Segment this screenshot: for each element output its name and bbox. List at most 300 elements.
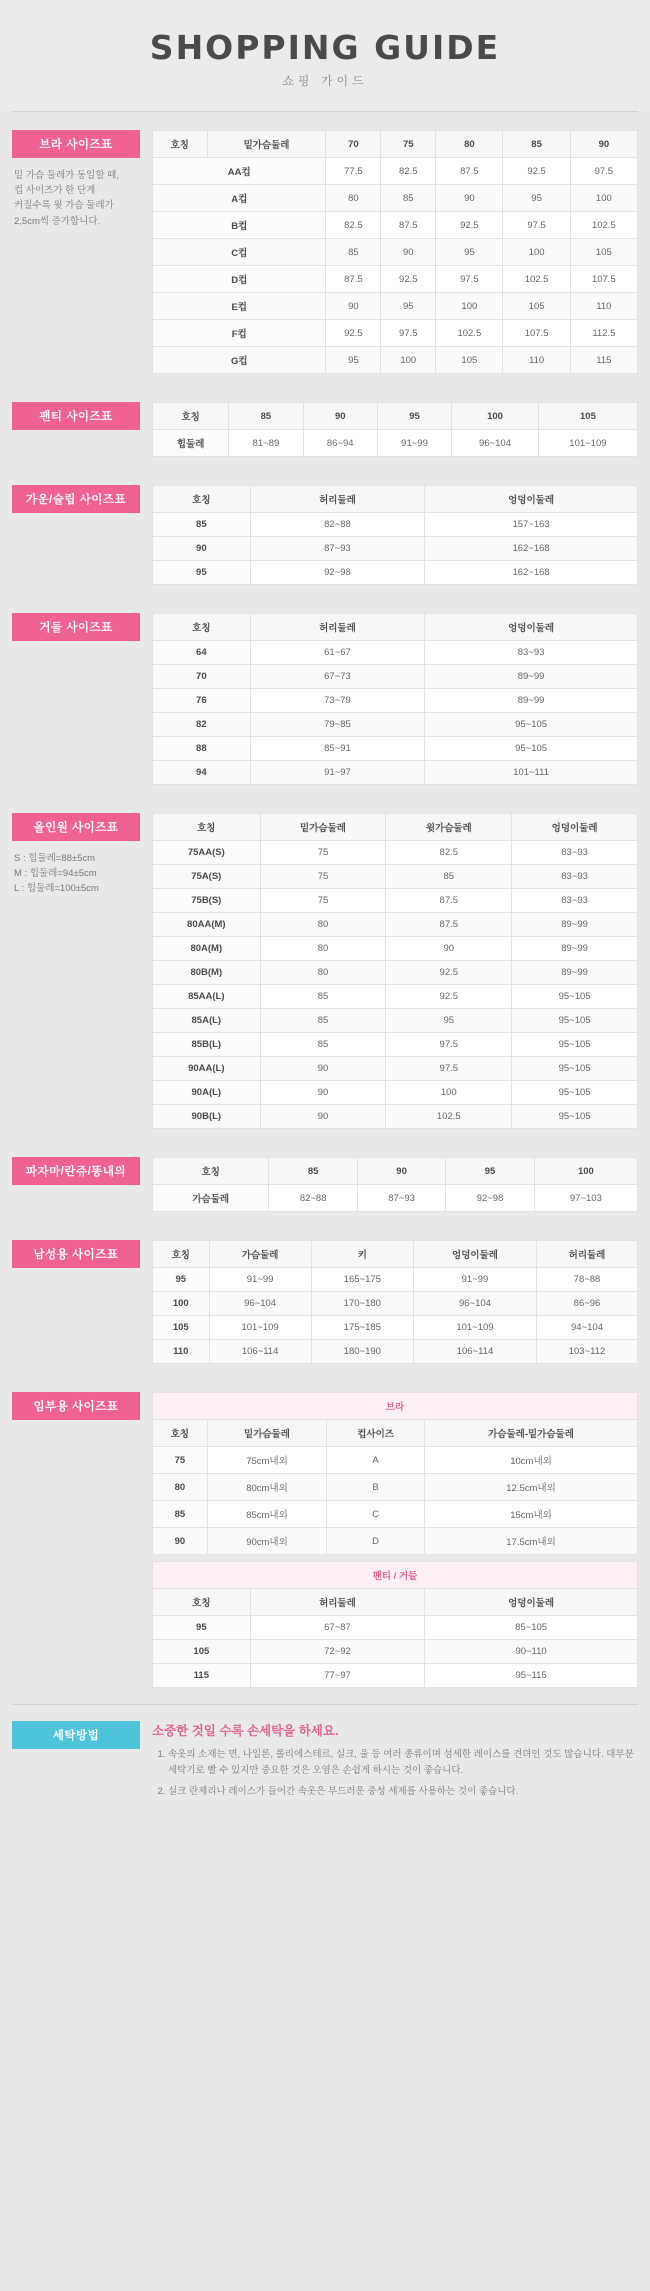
table-cell: 90 — [260, 1105, 386, 1129]
section-tag: 브라 사이즈표 — [12, 130, 140, 158]
column-header: 100 — [534, 1158, 637, 1185]
column-header: 95 — [446, 1158, 534, 1185]
table-row — [153, 1105, 638, 1129]
table-cell: 73~79 — [250, 689, 424, 713]
table-row — [153, 1616, 638, 1640]
table-row — [153, 320, 638, 347]
row-header-cell: 80 — [153, 1474, 208, 1501]
table-row — [153, 293, 638, 320]
section-right-column — [152, 130, 638, 374]
table-cell: 97.5 — [386, 1033, 512, 1057]
table-row — [153, 430, 638, 457]
table-cell: 90cm내외 — [207, 1528, 326, 1555]
table-row — [153, 1033, 638, 1057]
column-header: 105 — [538, 403, 637, 430]
table-cell: B — [327, 1474, 425, 1501]
table-cell: 83~93 — [512, 889, 638, 913]
section-right-column — [152, 813, 638, 1129]
section-2 — [0, 467, 650, 595]
table-cell: 92.5 — [436, 212, 503, 239]
column-header: 호칭 — [153, 131, 208, 158]
table-cell: 95 — [381, 293, 436, 320]
table-body — [153, 1185, 638, 1212]
row-header-cell: 88 — [153, 737, 251, 761]
table-cell: 87.5 — [381, 212, 436, 239]
table-cell: 100 — [570, 185, 637, 212]
row-header-cell: 75B(S) — [153, 889, 261, 913]
table-cell: 92~98 — [250, 561, 424, 585]
table-cell: 10cm내외 — [425, 1447, 638, 1474]
table-cell: 106~114 — [209, 1340, 311, 1364]
table-cell: 110 — [570, 293, 637, 320]
section-tag: 남성용 사이즈표 — [12, 1240, 140, 1268]
column-header: 컵사이즈 — [327, 1420, 425, 1447]
column-header: 가슴둘레-밑가슴둘레 — [425, 1420, 638, 1447]
table-cell: 83~93 — [425, 641, 638, 665]
row-header-cell: 70 — [153, 665, 251, 689]
table-row — [153, 841, 638, 865]
table-header-row — [153, 403, 638, 430]
page-subtitle: 쇼핑 가이드 — [282, 74, 368, 88]
table-cell: 95~105 — [512, 1009, 638, 1033]
table-cell: C — [327, 1501, 425, 1528]
table-cell: 105 — [436, 347, 503, 374]
column-header: 호칭 — [153, 814, 261, 841]
column-header: 가슴둘레 — [209, 1241, 311, 1268]
table-cell: 80 — [260, 961, 386, 985]
page-header — [0, 0, 650, 111]
table-cell: 87~93 — [250, 537, 424, 561]
table-cell: 80 — [326, 185, 381, 212]
row-header-cell: 90A(L) — [153, 1081, 261, 1105]
column-header: 엉덩이둘레 — [512, 814, 638, 841]
row-header-cell: 105 — [153, 1640, 251, 1664]
section-left-column — [12, 1240, 152, 1268]
section-3 — [0, 595, 650, 795]
table-row — [153, 689, 638, 713]
row-header-cell: 115 — [153, 1664, 251, 1688]
row-header-cell: 85B(L) — [153, 1033, 261, 1057]
table-cell: 107.5 — [570, 266, 637, 293]
table-cell: 95~105 — [512, 985, 638, 1009]
table-cell: 102.5 — [386, 1105, 512, 1129]
section-left-column — [12, 485, 152, 513]
table-body — [153, 641, 638, 785]
table-header-row — [153, 614, 638, 641]
row-header-cell: 90B(L) — [153, 1105, 261, 1129]
size-table — [152, 1240, 638, 1364]
maternity-panty-table — [152, 1561, 638, 1688]
column-header: 밑가슴둘레 — [260, 814, 386, 841]
table-cell: 101~109 — [413, 1316, 536, 1340]
table-row — [153, 1316, 638, 1340]
row-header-cell: 100 — [153, 1292, 210, 1316]
section-1 — [0, 384, 650, 467]
size-table — [152, 402, 638, 457]
table-cell: 17.5cm내외 — [425, 1528, 638, 1555]
section-5 — [0, 1139, 650, 1222]
table-cell: 15cm내외 — [425, 1501, 638, 1528]
table-cell: 95 — [436, 239, 503, 266]
table-row — [153, 239, 638, 266]
row-header-cell: 80AA(M) — [153, 913, 261, 937]
section-tag: 팬티 사이즈표 — [12, 402, 140, 430]
column-header: 호칭 — [153, 614, 251, 641]
table-cell: 90 — [436, 185, 503, 212]
row-header-cell: 90 — [153, 1528, 208, 1555]
table-cell: 95~105 — [425, 713, 638, 737]
table-cell: 101~109 — [209, 1316, 311, 1340]
table-row — [153, 737, 638, 761]
table-cell: 95~105 — [512, 1057, 638, 1081]
section-tag: 파자마/란쥬/똥내의 — [12, 1157, 140, 1185]
section-right-column — [152, 1240, 638, 1364]
table-row — [153, 913, 638, 937]
table-cell: 85 — [381, 185, 436, 212]
section-left-column — [12, 813, 152, 897]
wash-left-column — [12, 1721, 152, 1749]
table-cell: 89~99 — [512, 937, 638, 961]
section-left-column — [12, 1157, 152, 1185]
table-cell: 75 — [260, 889, 386, 913]
maternity-tag: 임부용 사이즈표 — [12, 1392, 140, 1420]
table-row — [153, 1009, 638, 1033]
table-cell: 95~105 — [512, 1105, 638, 1129]
column-header: 90 — [570, 131, 637, 158]
table-row — [153, 1528, 638, 1555]
row-header-cell: 85A(L) — [153, 1009, 261, 1033]
table-row — [153, 1268, 638, 1292]
column-header: 호칭 — [153, 1241, 210, 1268]
column-header: 75 — [381, 131, 436, 158]
table-row — [153, 1057, 638, 1081]
row-header-cell: 82 — [153, 713, 251, 737]
section-right-column — [152, 402, 638, 457]
column-header: 엉덩이둘레 — [425, 614, 638, 641]
table-cell: 170~180 — [311, 1292, 413, 1316]
column-header: 90 — [357, 1158, 445, 1185]
column-header: 80 — [436, 131, 503, 158]
row-header-cell: 85 — [153, 1501, 208, 1528]
column-header: 호칭 — [153, 1420, 208, 1447]
table-cell: 101~111 — [425, 761, 638, 785]
table-cell: 61~67 — [250, 641, 424, 665]
table-header-row — [153, 1589, 638, 1616]
table-cell: 96~104 — [413, 1292, 536, 1316]
table-row — [153, 1340, 638, 1364]
size-table — [152, 1157, 638, 1212]
table-header-row — [153, 814, 638, 841]
table-cell: 67~73 — [250, 665, 424, 689]
table-cell: 162~168 — [425, 561, 638, 585]
table-cell: 91~99 — [377, 430, 451, 457]
table-row — [153, 158, 638, 185]
table-cell: 89~99 — [512, 961, 638, 985]
table-row — [153, 1501, 638, 1528]
table-cell: 75 — [260, 865, 386, 889]
row-header-cell: 85 — [153, 513, 251, 537]
table-row — [153, 961, 638, 985]
row-header-cell: 75A(S) — [153, 865, 261, 889]
row-header-cell: 가슴둘레 — [153, 1185, 269, 1212]
table-cell: 106~114 — [413, 1340, 536, 1364]
note-line: L : 힙둘레=100±5cm — [14, 883, 99, 895]
table-cell: 97.5 — [570, 158, 637, 185]
table-cell: 90 — [326, 293, 381, 320]
section-tag: 올인원 사이즈표 — [12, 813, 140, 841]
note-line: 커질수록 윗 가슴 둘레가 — [14, 200, 114, 212]
table-cell: 95~105 — [512, 1033, 638, 1057]
table-cell: 80 — [260, 937, 386, 961]
table-row — [153, 537, 638, 561]
table-caption-row — [153, 1562, 638, 1589]
section-note — [12, 851, 144, 897]
maternity-panty-body — [153, 1616, 638, 1688]
table-cell: 165~175 — [311, 1268, 413, 1292]
table-cell: 85 — [260, 1009, 386, 1033]
table-cell: 91~99 — [209, 1268, 311, 1292]
section-4 — [0, 795, 650, 1139]
table-cell: 90 — [260, 1081, 386, 1105]
table-cell: 162~168 — [425, 537, 638, 561]
table-cell: 94~104 — [537, 1316, 638, 1340]
table-cell: 82~88 — [269, 1185, 357, 1212]
row-header-cell: 75AA(S) — [153, 841, 261, 865]
section-tag: 가운/슬립 사이즈표 — [12, 485, 140, 513]
table-cell: 85~105 — [425, 1616, 638, 1640]
column-header: 70 — [326, 131, 381, 158]
column-header: 밑가슴둘레 — [207, 1420, 326, 1447]
column-header: 엉덩이둘레 — [425, 1589, 638, 1616]
table-cell: 77.5 — [326, 158, 381, 185]
column-header: 허리둘레 — [250, 486, 424, 513]
table-cell: 87.5 — [436, 158, 503, 185]
section-right-column — [152, 485, 638, 585]
column-header: 호칭 — [153, 486, 251, 513]
table-cell: 75cm내외 — [207, 1447, 326, 1474]
table-cell: 85 — [386, 865, 512, 889]
column-header: 85 — [229, 403, 303, 430]
row-header-cell: 105 — [153, 1316, 210, 1340]
column-header: 85 — [269, 1158, 357, 1185]
table-row — [153, 713, 638, 737]
wash-title: 소중한 것일 수록 손세탁을 하세요. — [152, 1724, 339, 1738]
column-header: 윗가슴둘레 — [386, 814, 512, 841]
note-line: 컵 사이즈가 한 단계 — [14, 185, 96, 197]
table-cell: 85~91 — [250, 737, 424, 761]
column-header: 호칭 — [153, 403, 229, 430]
table-cell: 103~112 — [537, 1340, 638, 1364]
table-header-row — [153, 1420, 638, 1447]
wash-tag: 세탁방법 — [12, 1721, 140, 1749]
table-cell: 72~92 — [250, 1640, 424, 1664]
table-cell: 80cm내외 — [207, 1474, 326, 1501]
table-cell: 86~94 — [303, 430, 377, 457]
section-tag: 거들 사이즈표 — [12, 613, 140, 641]
table-cell: 105 — [570, 239, 637, 266]
table-cell: 80 — [260, 913, 386, 937]
table-cell: 96~104 — [209, 1292, 311, 1316]
table-row — [153, 937, 638, 961]
table-cell: 100 — [386, 1081, 512, 1105]
column-header: 95 — [377, 403, 451, 430]
table-cell: 100 — [381, 347, 436, 374]
note-line: M : 힙둘레=94±5cm — [14, 868, 97, 880]
row-header-cell: 110 — [153, 1340, 210, 1364]
table-row — [153, 1640, 638, 1664]
section-right-column — [152, 613, 638, 785]
table-cell: 92~98 — [446, 1185, 534, 1212]
size-table — [152, 130, 638, 374]
wash-list-item: 2. 실크 란제리나 레이스가 들어간 속옷은 부드러운 중성 세제를 사용하는 것이 좋습니다. — [168, 1784, 638, 1800]
row-header-cell: E컵 — [153, 293, 326, 320]
table-cell: 85 — [260, 1033, 386, 1057]
table-cell: 79~85 — [250, 713, 424, 737]
table-row — [153, 347, 638, 374]
table-body — [153, 841, 638, 1129]
size-table — [152, 613, 638, 785]
note-line: S : 힙둘레=88±5cm — [14, 853, 96, 864]
table-cell: 87.5 — [326, 266, 381, 293]
row-header-cell: D컵 — [153, 266, 326, 293]
table-cell: 83~93 — [512, 865, 638, 889]
row-header-cell: 90 — [153, 537, 251, 561]
table-row — [153, 561, 638, 585]
table-cell: 86~96 — [537, 1292, 638, 1316]
table-row — [153, 266, 638, 293]
table-cell: 85cm내외 — [207, 1501, 326, 1528]
table-header-row — [153, 131, 638, 158]
wash-list — [152, 1747, 638, 1800]
section-wash — [0, 1705, 650, 1824]
table-row — [153, 1081, 638, 1105]
table-row — [153, 185, 638, 212]
table-cell: 97.5 — [503, 212, 570, 239]
table-cell: 97.5 — [386, 1057, 512, 1081]
table-cell: 102.5 — [436, 320, 503, 347]
table-row — [153, 865, 638, 889]
table-row — [153, 1474, 638, 1501]
table-row — [153, 761, 638, 785]
maternity-bra-body — [153, 1447, 638, 1555]
table-cell: 95~115 — [425, 1664, 638, 1688]
table-cell: 95~105 — [425, 737, 638, 761]
table-row — [153, 985, 638, 1009]
table-cell: 82.5 — [386, 841, 512, 865]
section-right-column — [152, 1157, 638, 1212]
table-cell: 107.5 — [503, 320, 570, 347]
table-cell: 12.5cm내외 — [425, 1474, 638, 1501]
table-cell: 97.5 — [381, 320, 436, 347]
column-header: 키 — [311, 1241, 413, 1268]
table-cell: 90 — [381, 239, 436, 266]
row-header-cell: 80A(M) — [153, 937, 261, 961]
row-header-cell: 힙둘레 — [153, 430, 229, 457]
table-cell: 110 — [503, 347, 570, 374]
section-left-column — [12, 613, 152, 641]
table-row — [153, 889, 638, 913]
table-caption-row — [153, 1393, 638, 1420]
table-cell: 95 — [326, 347, 381, 374]
table-row — [153, 1292, 638, 1316]
row-header-cell: 94 — [153, 761, 251, 785]
table-row — [153, 665, 638, 689]
section-left-column — [12, 402, 152, 430]
column-header: 허리둘레 — [537, 1241, 638, 1268]
row-header-cell: A컵 — [153, 185, 326, 212]
table-cell: 82.5 — [326, 212, 381, 239]
table-cell: 92.5 — [386, 985, 512, 1009]
row-header-cell: 75 — [153, 1447, 208, 1474]
row-header-cell: 95 — [153, 1268, 210, 1292]
page-title: SHOPPING GUIDE — [149, 28, 501, 67]
maternity-left-column — [12, 1392, 152, 1420]
table-cell: 87~93 — [357, 1185, 445, 1212]
row-header-cell: 95 — [153, 1616, 251, 1640]
note-line: 밑 가슴 둘레가 동일할 때, — [14, 170, 119, 181]
table-cell: 90 — [386, 937, 512, 961]
size-table — [152, 485, 638, 585]
table-row — [153, 1185, 638, 1212]
table-cell: 87.5 — [386, 913, 512, 937]
maternity-bra-caption: 브라 — [153, 1393, 638, 1420]
column-header: 호칭 — [153, 1589, 251, 1616]
table-cell: 92.5 — [326, 320, 381, 347]
table-cell: 96~104 — [452, 430, 539, 457]
row-header-cell: 76 — [153, 689, 251, 713]
wash-list-item: 1. 속옷의 소재는 면, 나일론, 폴리에스테르, 실크, 울 등 여러 종류이며 섬세한 레이스를 견뎌인 것도 많습니다. 대부분 세탁기로 빨 수 있지만 중요한 것은 오염은 손쉽게 하시는 것이 좋습니다. — [168, 1747, 638, 1778]
table-cell: 100 — [503, 239, 570, 266]
maternity-bra-table — [152, 1392, 638, 1555]
table-cell: 85 — [326, 239, 381, 266]
table-cell: 82~88 — [250, 513, 424, 537]
maternity-right-column — [152, 1392, 638, 1688]
table-body — [153, 513, 638, 585]
table-cell: 81~89 — [229, 430, 303, 457]
table-cell: 91~97 — [250, 761, 424, 785]
column-header: 허리둘레 — [250, 1589, 424, 1616]
section-maternity — [0, 1374, 650, 1698]
table-cell: 102.5 — [570, 212, 637, 239]
table-cell: 92.5 — [386, 961, 512, 985]
table-cell: 97.5 — [436, 266, 503, 293]
table-cell: 95 — [503, 185, 570, 212]
table-cell: 92.5 — [503, 158, 570, 185]
table-cell: 180~190 — [311, 1340, 413, 1364]
row-header-cell: 64 — [153, 641, 251, 665]
table-cell: 102.5 — [503, 266, 570, 293]
table-body — [153, 158, 638, 374]
table-row — [153, 212, 638, 239]
row-header-cell: B컵 — [153, 212, 326, 239]
table-cell: 105 — [503, 293, 570, 320]
table-body — [153, 430, 638, 457]
table-cell: 90 — [260, 1057, 386, 1081]
table-cell: A — [327, 1447, 425, 1474]
table-cell: 95~105 — [512, 1081, 638, 1105]
table-cell: 77~97 — [250, 1664, 424, 1688]
table-cell: 89~99 — [425, 665, 638, 689]
table-cell: 89~99 — [512, 913, 638, 937]
column-header: 엉덩이둘레 — [425, 486, 638, 513]
table-cell: 92.5 — [381, 266, 436, 293]
table-cell: 89~99 — [425, 689, 638, 713]
column-header: 엉덩이둘레 — [413, 1241, 536, 1268]
table-cell: 115 — [570, 347, 637, 374]
row-header-cell: 95 — [153, 561, 251, 585]
table-cell: 175~185 — [311, 1316, 413, 1340]
table-cell: D — [327, 1528, 425, 1555]
